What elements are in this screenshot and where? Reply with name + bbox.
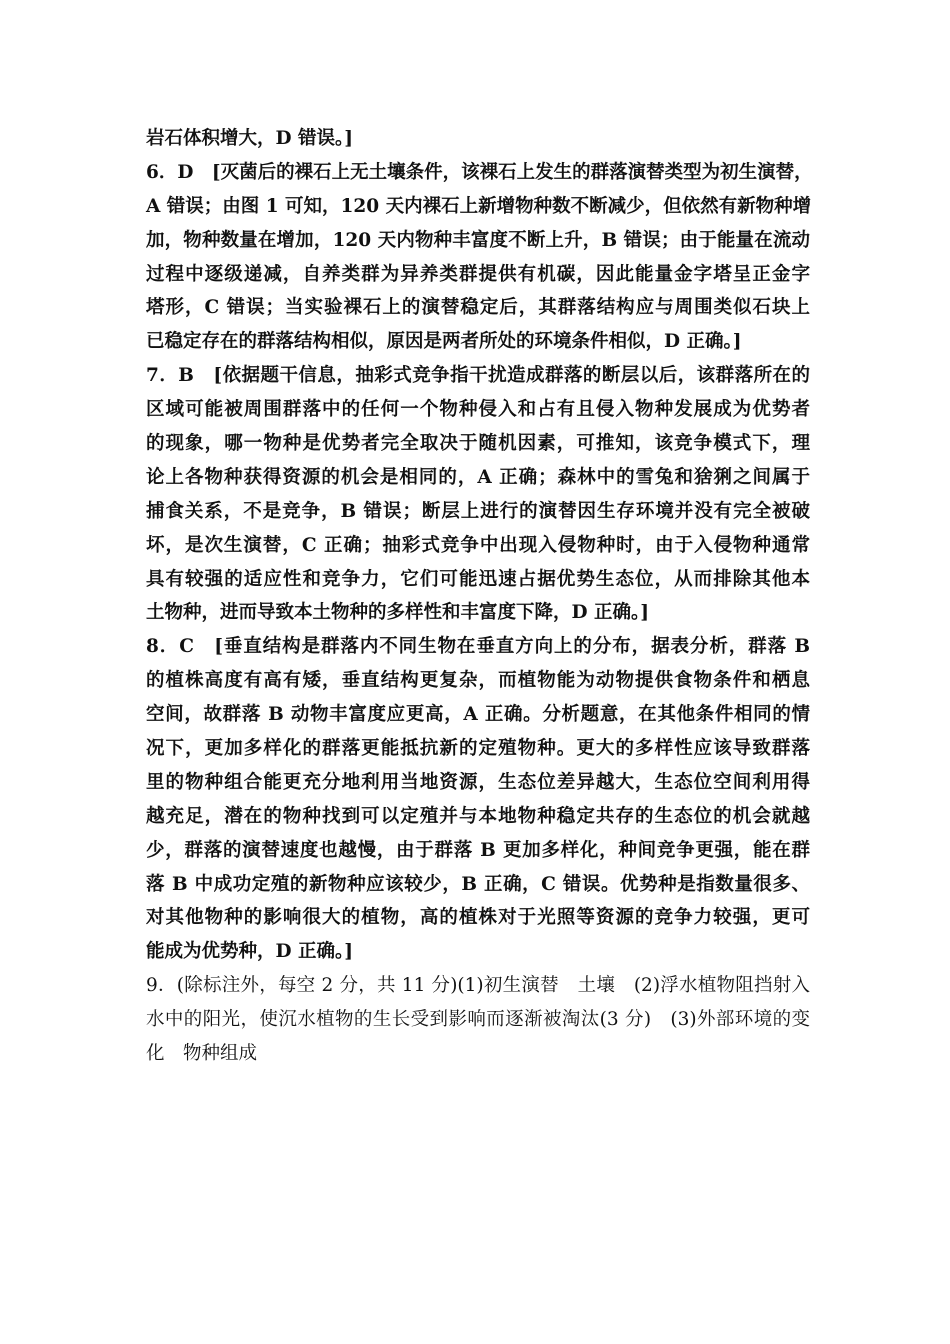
- answer-text-block: [146, 122, 813, 1071]
- text-line: 岩石体积增大，D 错误。]: [146, 128, 353, 149]
- text-line: 水中的阳光，使沉水植物的生长受到影响而逐渐被淘汰(3 分) (3)外部环境的变: [146, 1009, 810, 1031]
- text-line: 的植株高度有高有矮，垂直结构更复杂，而植物能为动物提供食物条件和栖息: [146, 670, 810, 692]
- text-line: 论上各物种获得资源的机会是相同的，A 正确；森林中的雪兔和猞猁之间属于: [146, 466, 810, 488]
- text-line: 少，群落的演替速度也越慢，由于群落 B 更加多样化，种间竞争更强，能在群: [146, 839, 810, 861]
- text-line: 捕食关系，不是竞争，B 错误；断层上进行的演替因生存环境并没有完全被破: [146, 500, 810, 522]
- text-line: 对其他物种的影响很大的植物，高的植株对于光照等资源的竞争力较强，更可: [146, 907, 810, 929]
- text-line: 塔形，C 错误；当实验裸石上的演替稳定后，其群落结构应与周围类似石块上: [146, 297, 810, 319]
- text-line: 况下，更加多样化的群落更能抵抗新的定殖物种。更大的多样性应该导致群落: [146, 738, 810, 760]
- text-line: 空间，故群落 B 动物丰富度应更高，A 正确。分析题意，在其他条件相同的情: [146, 704, 810, 726]
- text-line: 过程中逐级递减，自养类群为异养类群提供有机碳，因此能量金字塔呈正金字: [146, 263, 810, 285]
- text-line: 6．D [灭菌后的裸石上无土壤条件，该裸石上发生的群落演替类型为初生演替，: [146, 161, 813, 183]
- text-line: 区域可能被周围群落中的任何一个物种侵入和占有且侵入物种发展成为优势者: [146, 399, 810, 421]
- text-line: 化 物种组成: [146, 1043, 258, 1065]
- text-line: 已稳定存在的群落结构相似，原因是两者所处的环境条件相似，D 正确。]: [146, 331, 742, 353]
- text-line: 8．C [垂直结构是群落内不同生物在垂直方向上的分布，据表分析，群落 B: [146, 636, 810, 658]
- text-line: 土物种，进而导致本土物种的多样性和丰富度下降，D 正确。]: [146, 602, 649, 624]
- text-line: 加，物种数量在增加，120 天内物种丰富度不断上升，B 错误；由于能量在流动: [146, 229, 810, 251]
- text-line: 越充足，潜在的物种找到可以定殖并与本地物种稳定共存的生态位的机会就越: [146, 805, 810, 827]
- text-line: 能成为优势种，D 正确。]: [146, 941, 353, 963]
- text-line: 具有较强的适应性和竞争力，它们可能迅速占据优势生态位，从而排除其他本: [146, 568, 810, 590]
- text-line: 7．B [依据题干信息，抽彩式竞争指干扰造成群落的断层以后，该群落所在的: [146, 365, 810, 387]
- text-line: A 错误；由图 1 可知，120 天内裸石上新增物种数不断减少，但依然有新物种增: [146, 195, 812, 217]
- text-line: 坏，是次生演替，C 正确；抽彩式竞争中出现入侵物种时，由于入侵物种通常: [146, 534, 810, 556]
- text-line: 落 B 中成功定殖的新物种应该较少，B 正确，C 错误。优势种是指数量很多、: [146, 873, 810, 895]
- text-line: 里的物种组合能更充分地利用当地资源，生态位差异越大，生态位空间利用得: [146, 771, 810, 793]
- text-line: 的现象，哪一物种是优势者完全取决于随机因素，可推知，该竞争模式下，理: [146, 433, 810, 455]
- text-line: 9．(除标注外，每空 2 分，共 11 分)(1)初生演替 土壤 (2)浮水植物阻挡射入: [146, 975, 810, 997]
